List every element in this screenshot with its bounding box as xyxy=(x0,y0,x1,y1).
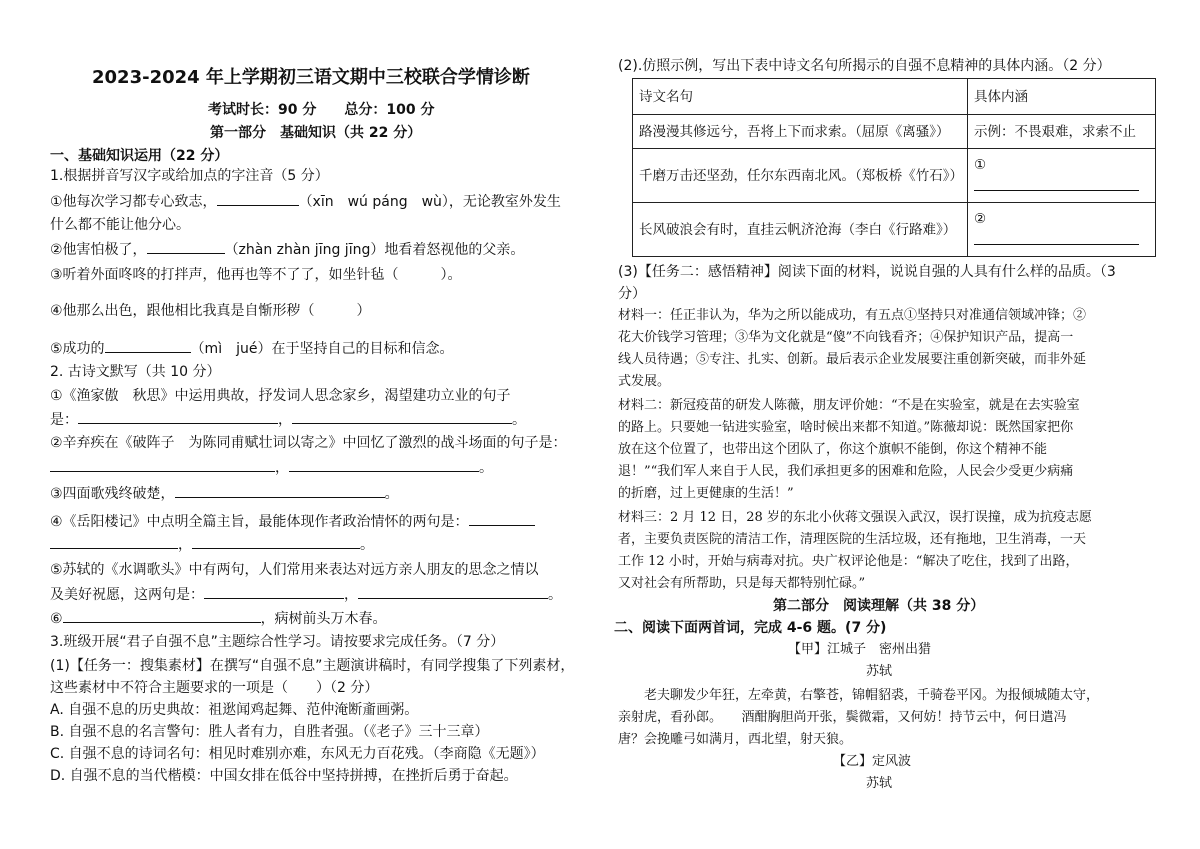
material3-line: 又对社会有所帮助，只是每天都特别忙碌。” xyxy=(618,576,866,591)
poem1-line: 亲射虎，看孙郎。 酒酣胸胆尚开张，鬓微霜，又何妨！持节云中，何日遣冯 xyxy=(618,710,1067,725)
answer-blank[interactable] xyxy=(204,584,344,599)
poem2-title: 【乙】定风波 xyxy=(833,754,912,769)
section1-heading: 一、基础知识运用（22 分） xyxy=(50,148,229,164)
q1-item5: ⑤成功的 （mì jué）在于坚持自己的目标和信念。 xyxy=(50,338,453,359)
q3-task1-cont: 这些素材中不符合主题要求的一项是（ ）（2 分） xyxy=(50,680,379,696)
answer-blank[interactable] xyxy=(192,534,360,549)
q1-item1-cont: 什么都不能让他分心。 xyxy=(50,217,190,233)
task2-stem: (2).仿照示例，写出下表中诗文名句所揭示的自强不息精神的具体内涵。（2 分） xyxy=(618,58,1111,74)
q1-stem: 1.根据拼音写汉字或给加点的字注音（5 分） xyxy=(50,168,329,184)
part1-heading: 第一部分 基础知识（共 22 分） xyxy=(210,125,422,141)
table-header-cell: 具体内涵 xyxy=(968,79,1156,115)
table-cell: 示例：不畏艰难，求索不止 xyxy=(968,115,1156,149)
option-b: B. 自强不息的名言警句：胜人者有力，自胜者强。（《老子》三十三章） xyxy=(50,724,489,740)
q1-item2: ②他害怕极了， （zhàn zhàn jīng jīng）地看着怒视他的父亲。 xyxy=(50,239,524,260)
answer-blank[interactable] xyxy=(63,608,261,623)
part2-heading: 第二部分 阅读理解（共 38 分） xyxy=(773,598,985,614)
option-c: C. 自强不息的诗词名句：相见时难别亦难，东风无力百花残。（李商隐《无题》） xyxy=(50,746,545,762)
q1-item3: ③听着外面咚咚的打拌声，他再也等不了了，如坐针毡（ ）。 xyxy=(50,267,462,283)
option-d: D. 自强不息的当代楷模：中国女排在低谷中坚持拼搏，在挫折后勇于奋起。 xyxy=(50,768,518,784)
table-cell: 千磨万击还坚劲，任尔东西南北风。（郑板桥《竹石》） xyxy=(633,149,968,203)
material1-line: 线人员待遇；⑤专注、扎实、创新。最后表示企业发展要注重创新突破，而非外延 xyxy=(618,352,1087,367)
answer-blank[interactable] xyxy=(105,338,191,353)
answer-blank[interactable] xyxy=(50,457,275,472)
q2-item4: ④《岳阳楼记》中点明全篇主旨，最能体现作者政治情怀的两句是： xyxy=(50,511,535,532)
material2-line: 退！”“我们军人来自于人民，我们承担更多的困难和危险，人民会少受更少病痛 xyxy=(618,464,1074,479)
q2-item5: ⑤苏轼的《水调歌头》中有两句，人们常用来表达对远方亲人朋友的思念之情以 xyxy=(50,562,539,578)
answer-blank[interactable] xyxy=(469,511,535,526)
q2-item2-cont: ， 。 xyxy=(50,457,493,478)
q2-item1-cont: 是： ， 。 xyxy=(50,409,526,430)
answer-blank[interactable] xyxy=(147,239,225,254)
poem2-author: 苏轼 xyxy=(866,776,893,791)
q2-item1: ①《渔家傲 秋思》中运用典故，抒发词人思念家乡，渴望建功立业的句子 xyxy=(50,388,511,404)
poem1-line: 唐？会挽雕弓如满月，西北望，射天狼。 xyxy=(618,732,853,747)
q1-item4: ④他那么出色，跟他相比我真是自惭形秽（ ） xyxy=(50,303,371,319)
task3-stem-cont: 分） xyxy=(618,286,646,302)
answer-blank[interactable] xyxy=(358,584,548,599)
material3-line: 材料三：2 月 12 日，28 岁的东北小伙蒋文强误入武汉，误打误撞，成为抗疫志愿 xyxy=(618,510,1092,525)
material3-line: 工作 12 小时，开始与病毒对抗。央广权评论他是：“解决了吃住，找到了出路， xyxy=(618,554,1079,569)
q2-item6: ⑥ ，病树前头万木春。 xyxy=(50,608,387,629)
answer-blank[interactable] xyxy=(289,457,479,472)
table-cell: 路漫漫其修远兮，吾将上下而求索。（屈原《离骚》） xyxy=(633,115,968,149)
material1-line: 花大价钱学习管理；③华为文化就是“傻”不向钱看齐；④保护知识产品，提高一 xyxy=(618,330,1074,345)
material2-line: 的折磨，过上更健康的生活！” xyxy=(618,486,794,501)
answer-blank[interactable] xyxy=(175,483,385,498)
q2-item2: ②辛弃疾在《破阵子 为陈同甫赋壮词以寄之》中回忆了激烈的战斗场面的句子是： xyxy=(50,435,567,451)
material2-line: 材料二：新冠疫苗的研发人陈薇，朋友评价她：“不是在实验室，就是在去实验室 xyxy=(618,398,1080,413)
q2-item4-cont: ， 。 xyxy=(50,534,374,555)
material2-line: 放在这个位置了，也带出这个团队了，你这个旗帜不能倒，你这个精神不能 xyxy=(618,442,1048,457)
task3-stem: (3)【任务二：感悟精神】阅读下面的材料，说说自强的人具有什么样的品质。（3 xyxy=(618,264,1116,280)
poem-table xyxy=(632,78,1156,257)
material1-line: 式发展。 xyxy=(618,374,671,389)
q1-item1: ①他每次学习都专心致志， （xīn wú páng wù），无论教室外发生 xyxy=(50,191,561,212)
exam-info: 考试时长：90 分 总分：100 分 xyxy=(208,102,435,118)
material1-line: 材料一：任正非认为，华为之所以能成功，有五点①坚持只对准通信领域冲锋；② xyxy=(618,308,1087,323)
poem1-line: 老夫聊发少年狂，左牵黄，右擎苍，锦帽貂裘，千骑卷平冈。为报倾城随太守， xyxy=(644,688,1100,703)
answer-blank[interactable] xyxy=(217,191,299,206)
exam-title: 2023-2024 年上学期初三语文期中三校联合学情诊断 xyxy=(92,67,530,88)
q3-task1: (1)【任务一：搜集素材】在撰写“自强不息”主题演讲稿时，有同学搜集了下列素材， xyxy=(50,658,575,674)
table-answer-cell[interactable]: ① xyxy=(968,149,1156,203)
table-header-cell: 诗文名句 xyxy=(633,79,968,115)
q2-item3: ③四面歌残终破楚， 。 xyxy=(50,483,399,504)
section2-heading: 二、阅读下面两首词，完成 4-6 题。(7 分) xyxy=(614,620,887,636)
table-answer-cell[interactable]: ② xyxy=(968,203,1156,257)
poem1-author: 苏轼 xyxy=(866,664,893,679)
poem1-title: 【甲】江城子 密州出猎 xyxy=(788,642,932,657)
answer-blank[interactable] xyxy=(292,409,512,424)
table-cell: 长风破浪会有时，直挂云帆济沧海（李白《行路难》） xyxy=(633,203,968,257)
option-a: A. 自强不息的历史典故：祖逖闻鸡起舞、范仲淹断齑画粥。 xyxy=(50,702,419,718)
q3-stem: 3.班级开展“君子自强不息”主题综合性学习。请按要求完成任务。（7 分） xyxy=(50,634,505,650)
q2-item5-cont: 及美好祝愿，这两句是： ， 。 xyxy=(50,584,562,605)
answer-blank[interactable] xyxy=(50,534,178,549)
material3-line: 者，主要负责医院的清洁工作，清理医院的生活垃圾，还有拖地，卫生消毒，一天 xyxy=(618,532,1087,547)
q2-stem: 2. 古诗文默写（共 10 分） xyxy=(50,364,221,380)
material2-line: 的路上。只要她一钻进实验室，啥时候出来都不知道。”陈薇却说：既然国家把你 xyxy=(618,420,1074,435)
answer-blank[interactable] xyxy=(78,409,278,424)
